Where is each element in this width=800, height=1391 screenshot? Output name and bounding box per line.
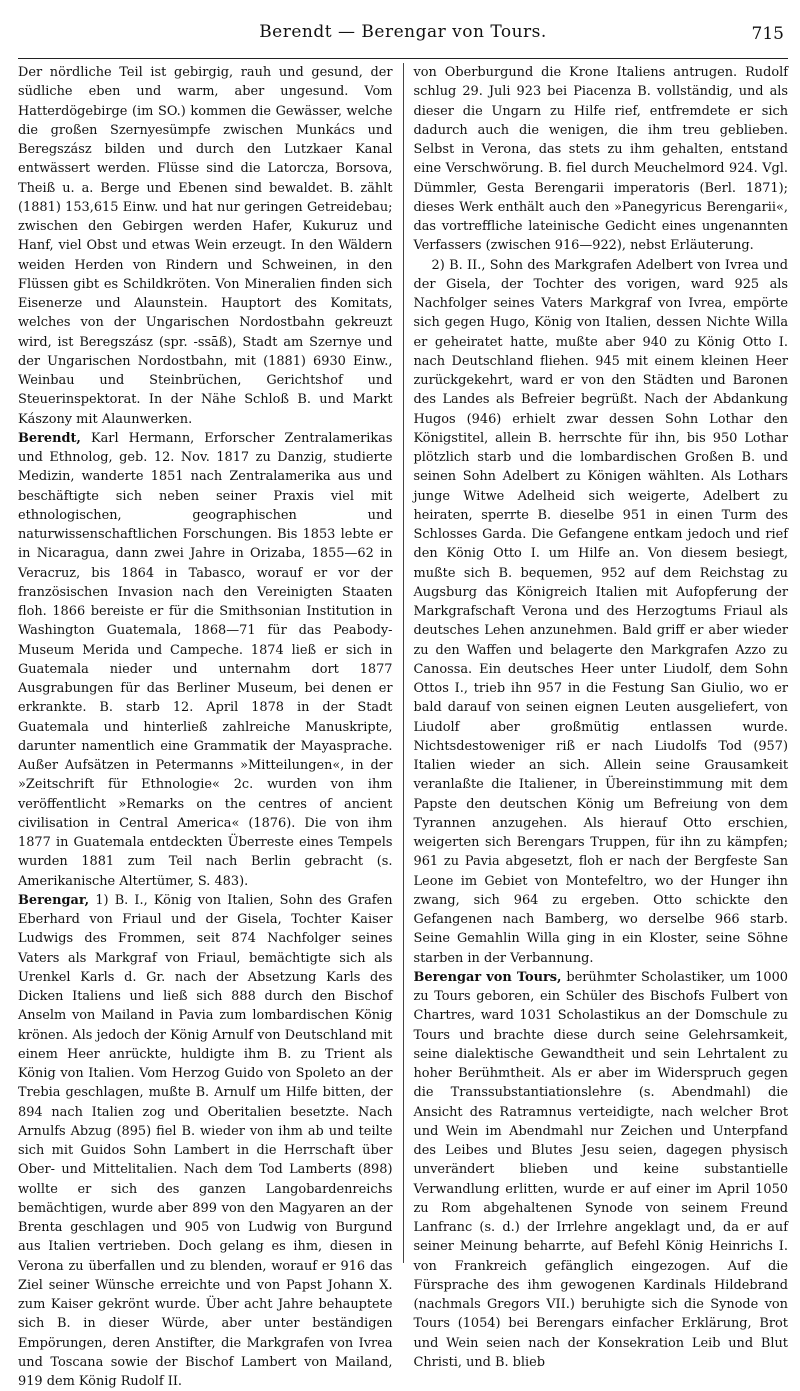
headword: Berengar von Tours, bbox=[413, 969, 562, 985]
paragraph-bereg-continued: Der nördliche Teil ist gebirgig, rauh und gesund, der südliche eben und warm, aber ungesund. Vom Hatterdögebirge (im SO.) kommen die Gewässer, welche die großen Szernyesümpfe zwischen Munkács und Beregszász bilden und durch den Lutzkaer Kanal entwässert werden. Flüsse sind die Latorcza, Borsova, Theiß u. a. Berge und Ebenen sind bewaldet. B. zählt (1881) 153,615 Einw. und hat nur geringen Getreidebau; zwischen den Gebirgen werden Hafer, Kukuruz und Hanf, viel Obst und etwas Wein erzeugt. In den Wäldern weiden Herden von Rindern und Schweinen, in den Flüssen gibt es Schildkröten. Von Mineralien finden sich Eisenerze und Alaunstein. Hauptort des Komitats, welches von der Ungarischen Nordostbahn gekreuzt wird, ist Beregszász (spr. -ssāß), Stadt am Szernye und der Ungarischen Nordostbahn, mit (1881) 6930 Einw., Weinbau und Steinbrüchen, Gerichtshof und Steuerinspektorat. In der Nähe Schloß B. und Markt Kászony mit Alaunwerken. bbox=[18, 65, 393, 427]
running-head: Berendt — Berengar von Tours. bbox=[259, 22, 547, 42]
entry-text: 1) B. I., König von Italien, Sohn des Grafen Eberhard von Friaul und der Gisela, Tochter Kaiser Ludwigs des Frommen, seit 874 Nachfolger seines Vaters als Markgraf von Friaul, bemächtigte sich als Urenkel Karls d. Gr. nach der Absetzung Karls des Dicken Italiens und ließ sich 888 durch den Bischof Anselm von Mailand in Pavia zum lombardischen König krönen. Als jedoch der König Arnulf von Deutschland mit einem Heer anrückte, huldigte ihm B. zu Trient als König von Italien. Vom Herzog Guido von Spoleto an der Trebia geschlagen, mußte B. Arnulf um Hilfe bitten, der 894 nach Italien zog und Oberitalien besetzte. Nach Arnulfs Abzug (895) fiel B. wieder von ihm ab und teilte sich mit Guidos Sohn Lambert in die Herrschaft über Ober- und Mittelitalien. Nach dem Tod Lamberts (898) wollte er sich des ganzen Langobardenreichs bemächtigen, wurde aber 899 von den Magyaren an der Brenta geschlagen und 905 von Ludwig von Burgund aus Italien vertrieben. Doch gelang es ihm, diesen in Verona zu überfallen und zu blenden, worauf er 916 das Ziel seiner Wünsche erreichte und von Papst Johann X. zum Kaiser gekrönt wurde. Über acht Jahre behauptete sich B. in dieser Würde, aber unter beständigen Empörungen, deren Anstifter, die Markgrafen von Ivrea und Toscana sowie der Bischof Lambert von Mailand, 919 dem König Rudolf II. bbox=[18, 892, 393, 1389]
page-number: 715 bbox=[751, 24, 784, 44]
page-header bbox=[18, 22, 788, 59]
paragraph-berengar-1-continued: von Oberburgund die Krone Italiens antrugen. Rudolf schlug 29. Juli 923 bei Piacenza B. vollständig, und als dieser die Ungarn zu Hilfe rief, entfremdete er sich dadurch auch die wenigen, die ihm treu geblieben. Selbst in Verona, das stets zu ihm gehalten, entstand eine Verschwörung. B. fiel durch Meuchelmord 924. Vgl. Dümmler, Gesta Berengarii imperatoris (Berl. 1871); dieses Werk enthält auch den »Panegyricus Berengarii«, das vortreffliche lateinische Gedicht eines ungenannten Verfassers (zwischen 916—922), nebst Erläuterung. bbox=[413, 65, 788, 254]
headword: Berengar, bbox=[18, 892, 90, 908]
entry-berengar bbox=[18, 891, 393, 1391]
paragraph-berengar-2: 2) B. II., Sohn des Markgrafen Adelbert von Ivrea und der Gisela, der Tochter des vorigen, ward 925 als Nachfolger seines Vaters Markgraf von Ivrea, empörte sich gegen Hugo, König von Italien, dessen Nichte Willa er geheiratet hatte, mußte aber 940 zu König Otto I. nach Deutschland fliehen. 945 mit einem kleinen Heer zurückgekehrt, ward er von den Städten und Baronen des Landes als Befreier begrüßt. Nach der Abdankung Hugos (946) erhielt zwar dessen Sohn Lothar den Königstitel, allein B. herrschte für ihn, bis 950 Lothar plötzlich starb und die lombardischen Großen B. und seinen Sohn Adelbert zu Königen wählten. Als Lothars junge Witwe Adelheid sich weigerte, Adelbert zu heiraten, sperrte B. dieselbe 951 in einen Turm des Schlosses Garda. Die Gefangene entkam jedoch und rief den König Otto I. um Hilfe an. Von diesem besiegt, mußte sich B. bequemen, 952 auf dem Reichstag zu Augsburg das Königreich Italien mit Aufopferung der Markgrafschaft Verona und des Herzogtums Friaul als deutsches Lehen anzunehmen. Bald griff er aber wieder zu den Waffen und belagerte den Markgrafen Azzo zu Canossa. Ein deutsches Heer unter Liudolf, dem Sohn Ottos I., trieb ihn 957 in die Festung San Giulio, wo er bald darauf von seinen eignen Leuten ausgeliefert, von Liudolf aber großmütig entlassen wurde. Nichtsdestoweniger riß er nach Liudolfs Tod (957) Italien wieder an sich. Allein seine Grausamkeit veranlaßte die Italiener, in Übereinstimmung mit dem Papste den deutschen König um Befreiung von dem Tyrannen anzugehen. Als hierauf Otto erschien, weigerten sich Berengars Truppen, für ihn zu kämpfen; 961 zu Pavia abgesetzt, floh er nach der Bergfeste San Leone im Gebiet von Montefeltro, wo der Hunger ihn zwang, sich 964 zu ergeben. Otto schickte den Gefangenen nach Bamberg, wo derselbe 966 starb. Seine Gemahlin Willa ging in ein Kloster, seine Söhne starben in der Verbannung. bbox=[413, 257, 788, 966]
right-column bbox=[403, 63, 789, 1370]
left-column bbox=[18, 63, 403, 1389]
headword: Berendt, bbox=[18, 430, 81, 446]
entry-berendt bbox=[18, 429, 393, 891]
entry-berengar-von-tours bbox=[414, 968, 789, 1372]
text-columns bbox=[18, 63, 788, 1389]
entry-text: Karl Hermann, Erforscher Zentralamerikas und Ethnolog, geb. 12. Nov. 1817 zu Danzig, studierte Medizin, wanderte 1851 nach Zentralamerika aus und beschäftigte sich neben seiner Praxis viel mit ethnologischen, geographischen und naturwissenschaftlichen Forschungen. Bis 1853 lebte er in Nicaragua, dann zwei Jahre in Orizaba, 1855—62 in Veracruz, bis 1864 in Tabasco, worauf er vor der französischen Invasion nach den Vereinigten Staaten floh. 1866 bereiste er für die Smithsonian Institution in Washington Guatemala, 1868—71 für das Peabody-Museum Merida und Campeche. 1874 ließ er sich in Guatemala nieder und unternahm dort 1877 Ausgrabungen für das Berliner Museum, bei denen er erkrankte. B. starb 12. April 1878 in der Stadt Guatemala und hinterließ zahlreiche Manuskripte, darunter namentlich eine Grammatik der Mayasprache. Außer Aufsätzen in Petermanns »Mitteilungen«, in der »Zeitschrift für Ethnologie« 2c. wurden von ihm veröffentlicht »Remarks on the centres of ancient civilisation in Central America« (1876). Die von ihm 1877 in Guatemala entdeckten Überreste eines Tempels wurden 1881 zum Teil nach Berlin gebracht (s. Amerikanische Altertümer, S. 483). bbox=[18, 430, 393, 889]
entry-text: berühmter Scholastiker, um 1000 zu Tours geboren, ein Schüler des Bischofs Fulbert von Chartres, ward 1031 Scholastikus an der Domschule zu Tours und brachte diese durch seine Gelehrsamkeit, seine dialektische Gewandtheit und sein Lehrtalent zu hoher Berühmtheit. Als er aber im Widerspruch gegen die Transsubstantiationslehre (s. Abendmahl) die Ansicht des Ratramnus verteidigte, nach welcher Brot und Wein im Abendmahl nur Zeichen und Unterpfand des Leibes und Blutes Jesu seien, dagegen physisch unverändert blieben und keine substantielle Verwandlung erlitten, wurde er auf einer im April 1050 zu Rom abgehaltenen Synode von seinem Freund Lanfranc (s. d.) der Irrlehre angeklagt und, da er auf seiner Meinung beharrte, auf Befehl König Heinrichs I. von Frankreich gefänglich eingezogen. Auf die Fürsprache des ihm gewogenen Kardinals Hildebrand (nachmals Gregors VII.) beruhigte sich die Synode von Tours (1054) bei Berengars einfacher Erklärung, Brot und Wein seien nach der Konsekration Leib und Blut Christi, und B. blieb bbox=[413, 969, 788, 1370]
